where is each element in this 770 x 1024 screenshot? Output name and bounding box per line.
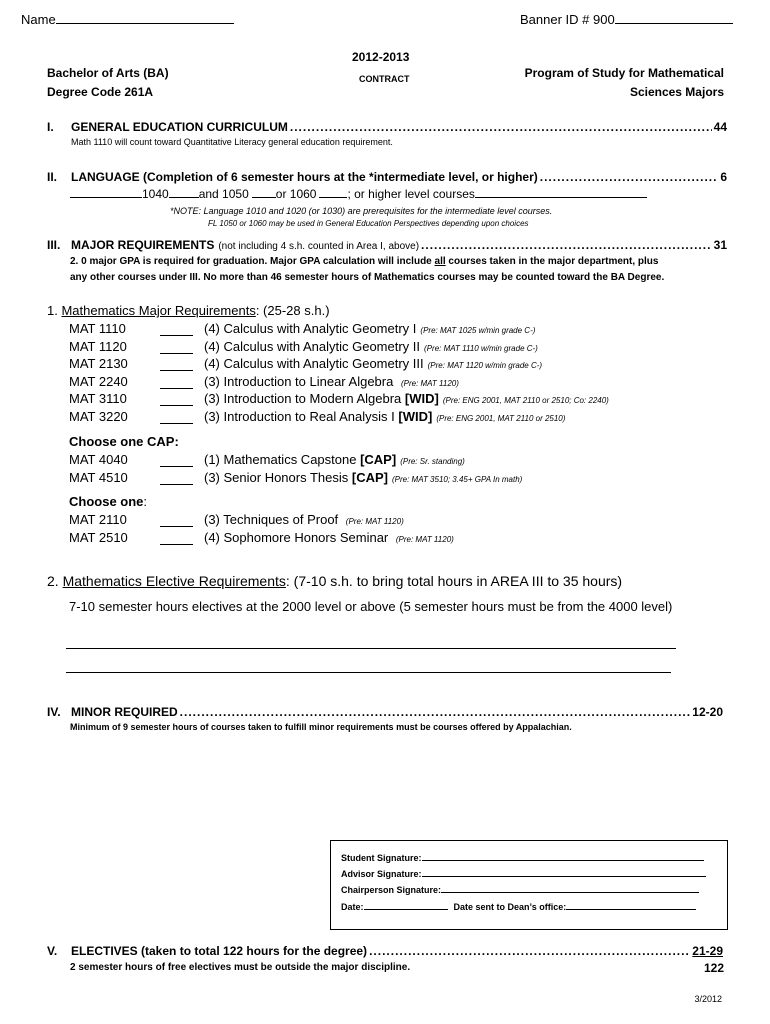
section-numeral: IV. <box>47 705 61 719</box>
degree-title: Bachelor of Arts (BA) <box>47 66 169 80</box>
course-code: MAT 4510 <box>69 469 128 485</box>
program-title-line1: Program of Study for Mathematical <box>524 66 724 80</box>
section-title: GENERAL EDUCATION CURRICULUM <box>71 120 288 134</box>
course-code: MAT 2130 <box>69 356 128 371</box>
course-prerequisite: (Pre: MAT 1120) <box>345 517 404 526</box>
section-hours: 31 <box>713 238 727 252</box>
contract-label: CONTRACT <box>359 74 410 84</box>
revision-date: 3/2012 <box>694 994 722 1004</box>
section-hours: 21-29 <box>692 944 723 958</box>
language-1060-blank[interactable] <box>319 197 347 198</box>
course-tag: [CAP] <box>351 469 388 485</box>
course-check-blank[interactable] <box>160 335 193 336</box>
course-code: MAT 4040 <box>69 452 128 467</box>
language-note-1: *NOTE: Language 1010 and 1020 (or 1030) are prerequisites for the intermediate level courses. <box>170 206 553 216</box>
course-check-blank[interactable] <box>160 466 193 467</box>
course-prerequisite: (Pre: MAT 1025 w/min grade C-) <box>420 326 536 335</box>
language-higher-blank[interactable] <box>475 197 647 198</box>
course-title-text: (3) Introduction to Modern Algebra <box>204 391 405 406</box>
course-title <box>204 470 522 485</box>
section-title: LANGUAGE (Completion of 6 semester hours at the *intermediate level, or higher) <box>71 170 538 184</box>
date-blank[interactable] <box>364 909 448 910</box>
course-title <box>204 356 542 371</box>
section-title: MINOR REQUIRED <box>71 705 178 719</box>
name-blank[interactable] <box>56 23 234 24</box>
course-prerequisite: (Pre: MAT 1120) <box>395 534 454 544</box>
course-check-blank[interactable] <box>160 388 193 389</box>
course-prerequisite: (Pre: ENG 2001, MAT 2110 or 2510; Co: 2240) <box>442 396 609 405</box>
course-check-blank[interactable] <box>160 484 193 485</box>
course-prerequisite: (Pre: MAT 3510; 3.45+ GPA In math) <box>391 474 523 484</box>
section-minor <box>47 705 723 719</box>
section-numeral: I. <box>47 120 54 134</box>
course-title <box>204 409 565 424</box>
course-code: MAT 2240 <box>69 373 128 389</box>
academic-year: 2012-2013 <box>352 50 410 64</box>
course-title-text: (4) Calculus with Analytic Geometry III <box>204 356 424 371</box>
course-code: MAT 2510 <box>69 529 128 545</box>
electives-note: 2 semester hours of free electives must be outside the major discipline. <box>70 962 411 973</box>
section-numeral: V. <box>47 944 58 958</box>
elective-write-in-line[interactable] <box>66 648 676 649</box>
section-hours: 44 <box>713 120 727 134</box>
section-numeral: III. <box>47 238 61 252</box>
course-title-text: (3) Senior Honors Thesis <box>204 469 352 485</box>
signature-box <box>330 840 728 930</box>
course-title <box>204 321 535 336</box>
language-blank[interactable] <box>70 197 142 198</box>
advisor-signature-blank[interactable] <box>422 876 706 877</box>
section-language <box>47 170 727 184</box>
course-code: MAT 1120 <box>69 338 127 354</box>
language-1040-blank[interactable] <box>169 197 199 198</box>
course-title-text: (1) Mathematics Capstone <box>204 452 361 467</box>
course-check-blank[interactable] <box>160 353 193 354</box>
language-note-2: FL 1050 or 1060 may be used in General Education Perspectives depending upon choices <box>208 219 529 228</box>
banner-id-label: Banner ID # 900 <box>520 12 733 27</box>
section-hours: 6 <box>720 170 727 184</box>
elective-write-in-line[interactable] <box>66 672 671 673</box>
gpa-requirement-line1: 2. 0 major GPA is required for graduation. Major GPA calculation will include all courses taken in the major department, plus <box>70 256 659 267</box>
cap-heading: Choose one CAP: <box>69 434 179 449</box>
course-title <box>204 512 404 527</box>
section-title-note: (not including 4 s.h. counted in Area I, above) <box>218 241 420 252</box>
student-signature-blank[interactable] <box>422 860 704 861</box>
banner-id-blank[interactable] <box>615 23 733 24</box>
course-title <box>204 374 459 389</box>
course-code: MAT 1110 <box>69 321 126 336</box>
course-title-text: (4) Calculus with Analytic Geometry II <box>204 338 421 354</box>
course-title <box>204 339 538 354</box>
course-prerequisite: (Pre: Sr. standing) <box>400 457 465 466</box>
section-major-requirements <box>47 238 727 252</box>
section-numeral: II. <box>47 170 58 184</box>
course-prerequisite: (Pre: MAT 1110 w/min grade C-) <box>424 343 538 353</box>
course-title-text: (3) Introduction to Linear Algebra <box>204 373 397 389</box>
section-title: MAJOR REQUIREMENTS <box>71 238 215 252</box>
advisor-signature: Advisor Signature: <box>341 869 706 879</box>
gpa-requirement-line2: any other courses under III. No more than 46 semester hours of Mathematics courses may be counted toward the BA Degree. <box>70 272 665 283</box>
section-note: Math 1110 will count toward Quantitative Literacy general education requirement. <box>71 137 393 147</box>
course-title <box>204 391 609 406</box>
course-title-text: (3) Techniques of Proof <box>204 512 342 527</box>
course-title <box>204 452 465 467</box>
course-prerequisite: (Pre: ENG 2001, MAT 2110 or 2510) <box>436 413 566 423</box>
course-tag: [WID] <box>404 391 439 406</box>
course-title-text: (4) Calculus with Analytic Geometry I <box>204 321 417 336</box>
course-code: MAT 3110 <box>69 391 127 406</box>
choose-one-heading: Choose one: <box>69 494 148 509</box>
degree-code: Degree Code 261A <box>47 85 154 99</box>
dean-date-blank[interactable] <box>566 909 696 910</box>
course-check-blank[interactable] <box>160 405 193 406</box>
section-hours: 12-20 <box>692 705 723 719</box>
section-general-education <box>47 120 727 134</box>
course-tag: [CAP] <box>360 452 397 467</box>
course-check-blank[interactable] <box>160 526 193 527</box>
course-check-blank[interactable] <box>160 544 193 545</box>
course-check-blank[interactable] <box>160 423 193 424</box>
total-hours: 122 <box>703 961 724 975</box>
course-code: MAT 2110 <box>69 512 127 527</box>
course-title-text: (4) Sophomore Honors Seminar <box>204 529 392 545</box>
course-title-text: (3) Introduction to Real Analysis I <box>204 408 399 424</box>
section-title: ELECTIVES (taken to total 122 hours for the degree) <box>71 944 368 958</box>
minor-note: Minimum of 9 semester hours of courses taken to fulfill minor requirements must be courses offered by Appalachian. <box>70 722 572 732</box>
language-1050-blank[interactable] <box>252 197 276 198</box>
elective-requirements-heading: 2. Mathematics Elective Requirements: (7-10 s.h. to bring total hours in AREA III to 35 hours) <box>47 573 623 589</box>
course-title <box>204 530 454 545</box>
date-line: Date: Date sent to Dean’s office: <box>341 902 696 912</box>
course-prerequisite: (Pre: MAT 1120) <box>400 378 459 388</box>
major-requirements-heading: 1. Mathematics Major Requirements: (25-28 s.h.) <box>47 303 330 318</box>
name-label: Name <box>21 12 234 27</box>
course-check-blank[interactable] <box>160 370 193 371</box>
student-signature: Student Signature: <box>341 853 704 863</box>
chairperson-signature-blank[interactable] <box>441 892 699 893</box>
elective-note: 7-10 semester hours electives at the 2000 level or above (5 semester hours must be from the 4000 level) <box>69 599 673 614</box>
chairperson-signature: Chairperson Signature: <box>341 885 699 895</box>
language-options: 1040 and 1050 or 1060 ; or higher level courses <box>70 187 647 201</box>
program-title-line2: Sciences Majors <box>629 85 724 99</box>
section-electives <box>47 944 723 958</box>
course-code: MAT 3220 <box>69 408 128 424</box>
course-prerequisite: (Pre: MAT 1120 w/min grade C-) <box>427 361 543 370</box>
course-tag: [WID] <box>398 408 433 424</box>
